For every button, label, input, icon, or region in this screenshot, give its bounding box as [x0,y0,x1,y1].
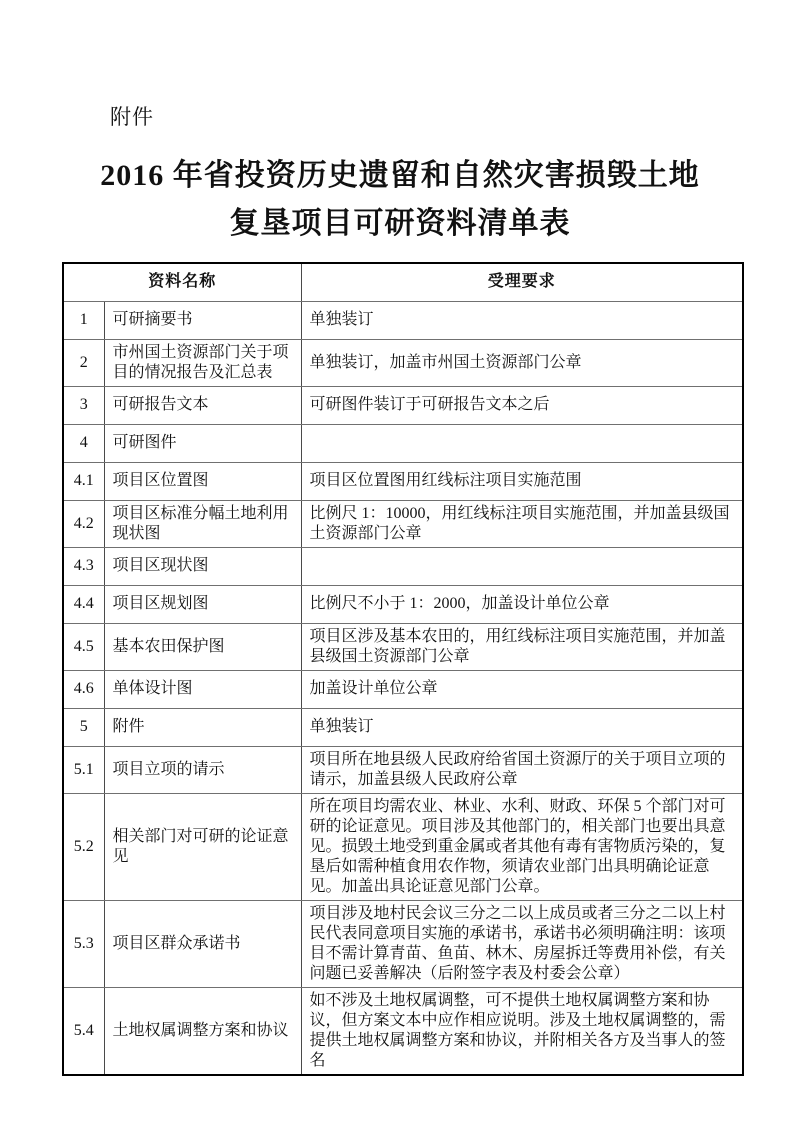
table-row [63,708,743,746]
requirement-text: 比例尺不小于 1：2000，加盖设计单位公章 [301,585,743,623]
table-row [63,500,743,547]
requirement-text: 项目区涉及基本农田的，用红线标注项目实施范围，并加盖县级国土资源部门公章 [301,623,743,670]
table-row [63,746,743,793]
header-requirement: 受理要求 [301,263,743,301]
row-number: 4.3 [63,547,104,585]
material-name: 项目立项的请示 [104,746,301,793]
requirement-text: 加盖设计单位公章 [301,670,743,708]
row-number: 5.3 [63,900,104,987]
table-header-row [63,263,743,301]
row-number: 4.2 [63,500,104,547]
document-title-line1: 2016 年省投资历史遗留和自然灾害损毁土地 [100,159,700,192]
materials-table-body [63,301,743,1075]
row-number: 4.5 [63,623,104,670]
requirement-text: 项目区位置图用红线标注项目实施范围 [301,462,743,500]
row-number: 4.1 [63,462,104,500]
document-title-line2: 复垦项目可研资料清单表 [229,207,571,240]
attachment-label: 附件 [110,105,154,129]
table-row [63,623,743,670]
material-name: 项目区位置图 [104,462,301,500]
row-number: 3 [63,386,104,424]
table-row [63,301,743,339]
material-name: 基本农田保护图 [104,623,301,670]
material-name: 单体设计图 [104,670,301,708]
material-name: 土地权属调整方案和协议 [104,987,301,1075]
table-row [63,793,743,900]
table-row [63,585,743,623]
table-row [63,386,743,424]
table-row [63,462,743,500]
material-name: 附件 [104,708,301,746]
material-name: 项目区标准分幅土地利用现状图 [104,500,301,547]
header-material-name: 资料名称 [63,263,301,301]
row-number: 5.4 [63,987,104,1075]
material-name: 可研图件 [104,424,301,462]
row-number: 4 [63,424,104,462]
row-number: 2 [63,339,104,386]
row-number: 5.1 [63,746,104,793]
material-name: 可研摘要书 [104,301,301,339]
table-row [63,424,743,462]
row-number: 5.2 [63,793,104,900]
material-name: 项目区群众承诺书 [104,900,301,987]
material-name: 可研报告文本 [104,386,301,424]
requirement-text: 所在项目均需农业、林业、水利、财政、环保 5 个部门对可研的论证意见。项目涉及其他部门的，相关部门也要出具意见。损毁土地受到重金属或者其他有毒有害物质污染的，复垦后如需种植食用农作物，须请农业部门出具明确论证意见。加盖出具论证意见部门公章。 [301,793,743,900]
document-title [0,152,800,248]
table-row [63,670,743,708]
requirement-text: 项目所在地县级人民政府给省国土资源厅的关于项目立项的请示，加盖县级人民政府公章 [301,746,743,793]
requirement-text: 可研图件装订于可研报告文本之后 [301,386,743,424]
row-number: 1 [63,301,104,339]
requirement-text: 比例尺 1：10000，用红线标注项目实施范围，并加盖县级国土资源部门公章 [301,500,743,547]
row-number: 4.4 [63,585,104,623]
material-name: 项目区现状图 [104,547,301,585]
table-row [63,900,743,987]
requirement-text: 如不涉及土地权属调整，可不提供土地权属调整方案和协议，但方案文本中应作相应说明。涉及土地权属调整的，需提供土地权属调整方案和协议，并附相关各方及当事人的签名 [301,987,743,1075]
row-number: 4.6 [63,670,104,708]
row-number: 5 [63,708,104,746]
material-name: 市州国土资源部门关于项目的情况报告及汇总表 [104,339,301,386]
requirement-text: 项目涉及地村民会议三分之二以上成员或者三分之二以上村民代表同意项目实施的承诺书，承诺书必须明确注明：该项目不需计算青苗、鱼苗、林木、房屋拆迁等费用补偿，有关问题已妥善解决（后附签字表及村委会公章） [301,900,743,987]
requirement-text: 单独装订，加盖市州国土资源部门公章 [301,339,743,386]
materials-table [62,262,744,1076]
requirement-text: 单独装订 [301,708,743,746]
material-name: 相关部门对可研的论证意见 [104,793,301,900]
table-row [63,339,743,386]
requirement-text [301,424,743,462]
material-name: 项目区规划图 [104,585,301,623]
requirement-text [301,547,743,585]
table-row [63,547,743,585]
table-row [63,987,743,1075]
requirement-text: 单独装订 [301,301,743,339]
